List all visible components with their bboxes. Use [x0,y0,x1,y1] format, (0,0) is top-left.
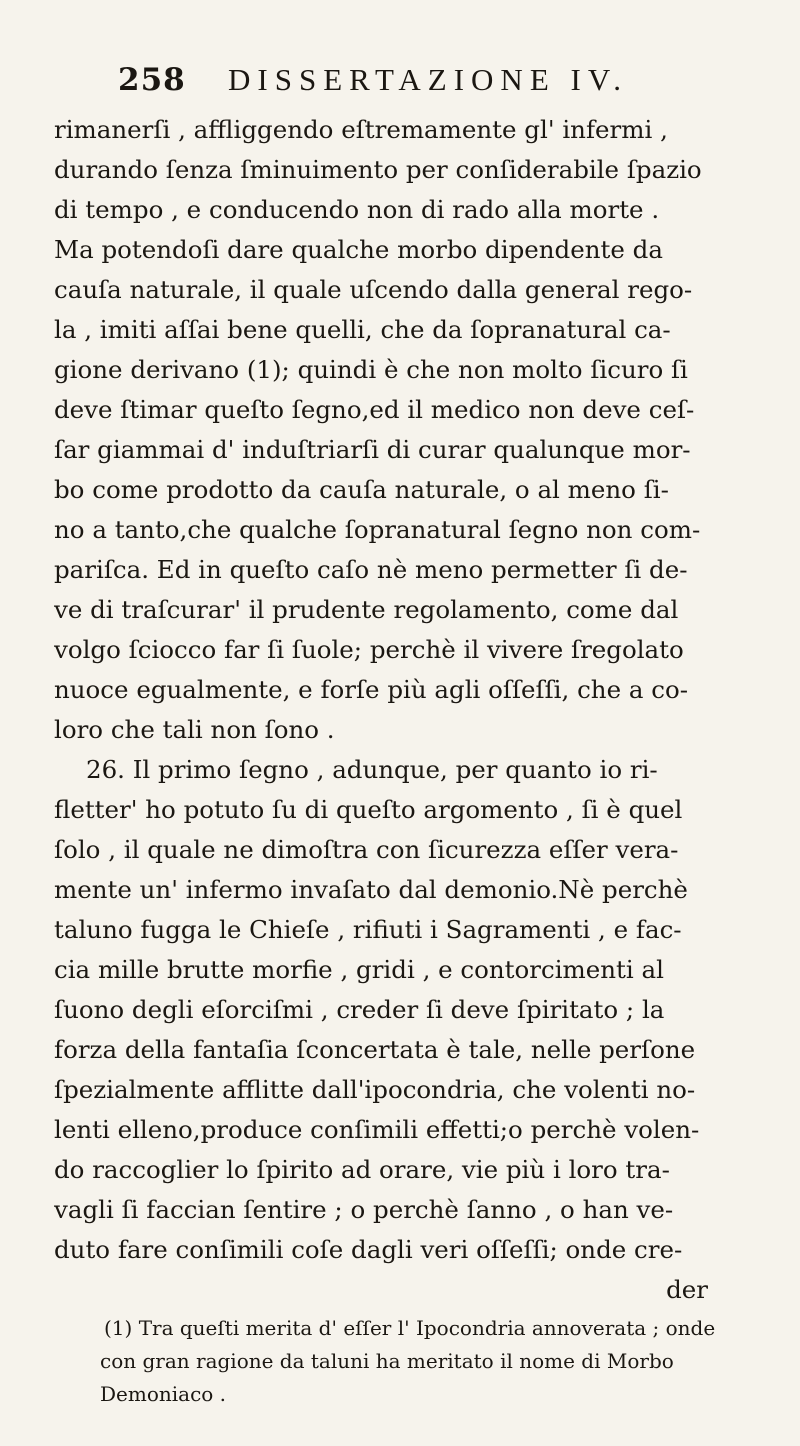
text-line: Ma potendoſi dare qualche morbo dipendente da [54,235,663,264]
text-line: ſolo , il quale ne dimoſtra con ſicurezza eſſer vera- [54,835,679,864]
text-line: durando ſenza ſminuimento per conſiderabile ſpazio [54,155,702,184]
text-line: no a tanto,che qualche ſopranatural ſegno non com- [54,515,701,544]
text-line: ſuono degli eſorciſmi , creder ſi deve ſpiritato ; la [54,995,665,1024]
text-line: pariſca. Ed in queſto caſo nè meno permetter ſi de- [54,555,688,584]
text-line: vagli ſi faccian ſentire ; o perchè ſanno , o han ve- [54,1195,674,1224]
text-line: cia mille brutte morfie , gridi , e contorcimenti al [54,955,664,984]
text-line: di tempo , e conducendo non di rado alla morte . [54,195,660,224]
text-line: deve ſtimar queſto ſegno,ed il medico non deve ceſ- [54,395,695,424]
page-header [118,62,758,102]
footnote-line: Demoniaco . [100,1382,227,1406]
text-line: forza della fantaſia ſconcertata è tale, nelle perſone [54,1035,696,1064]
footnote [100,1312,780,1411]
text-line: mente un' infermo invaſato dal demonio.Nè perchè [54,875,688,904]
text-line: fletter' ho potuto ſu di queſto argomento , ſi è quel [54,795,683,824]
paragraph-start-line: 26. Il primo ſegno , adunque, per quanto io ri- [86,755,658,784]
main-text [54,110,768,1310]
text-line: taluno fugga le Chieſe , rifiuti i Sagramenti , e fac- [54,915,682,944]
text-line: loro che tali non ſono . [54,715,335,744]
page-number: 258 [118,62,186,98]
catchword: der [666,1275,708,1304]
text-line: lenti elleno,produce conſimili effetti;o perchè volen- [54,1115,700,1144]
text-line: ſar giammai d' induſtriarſi di curar qualunque mor- [54,435,691,464]
text-line: volgo ſciocco far ſi ſuole; perchè il vivere ſregolato [54,635,684,664]
text-line: gione derivano (1); quindi è che non molto ſicuro ſi [54,355,688,384]
text-line: ſpezialmente afflitte dall'ipocondria, che volenti no- [54,1075,696,1104]
text-line: bo come prodotto da cauſa naturale, o al meno ſi- [54,475,669,504]
text-line: la , imiti aſſai bene quelli, che da ſopranatural ca- [54,315,671,344]
text-line: rimanerſi , affliggendo eſtremamente gl' infermi , [54,115,668,144]
text-line: duto fare conſimili coſe dagli veri oſſeſſi; onde cre- [54,1235,683,1264]
footnote-line: con gran ragione da taluni ha meritato il nome di Morbo [100,1349,674,1373]
text-line: nuoce egualmente, e forſe più agli oſſeſſi, che a co- [54,675,689,704]
text-line: cauſa naturale, il quale uſcendo dalla general rego- [54,275,693,304]
running-title: DISSERTAZIONE IV. [228,62,628,97]
footnote-line: (1) Tra queſti merita d' eſſer l' Ipocondria annoverata ; onde [104,1316,716,1340]
text-line: ve di traſcurar' il prudente regolamento, come dal [54,595,679,624]
text-line: do raccoglier lo ſpirito ad orare, vie più i loro tra- [54,1155,670,1184]
